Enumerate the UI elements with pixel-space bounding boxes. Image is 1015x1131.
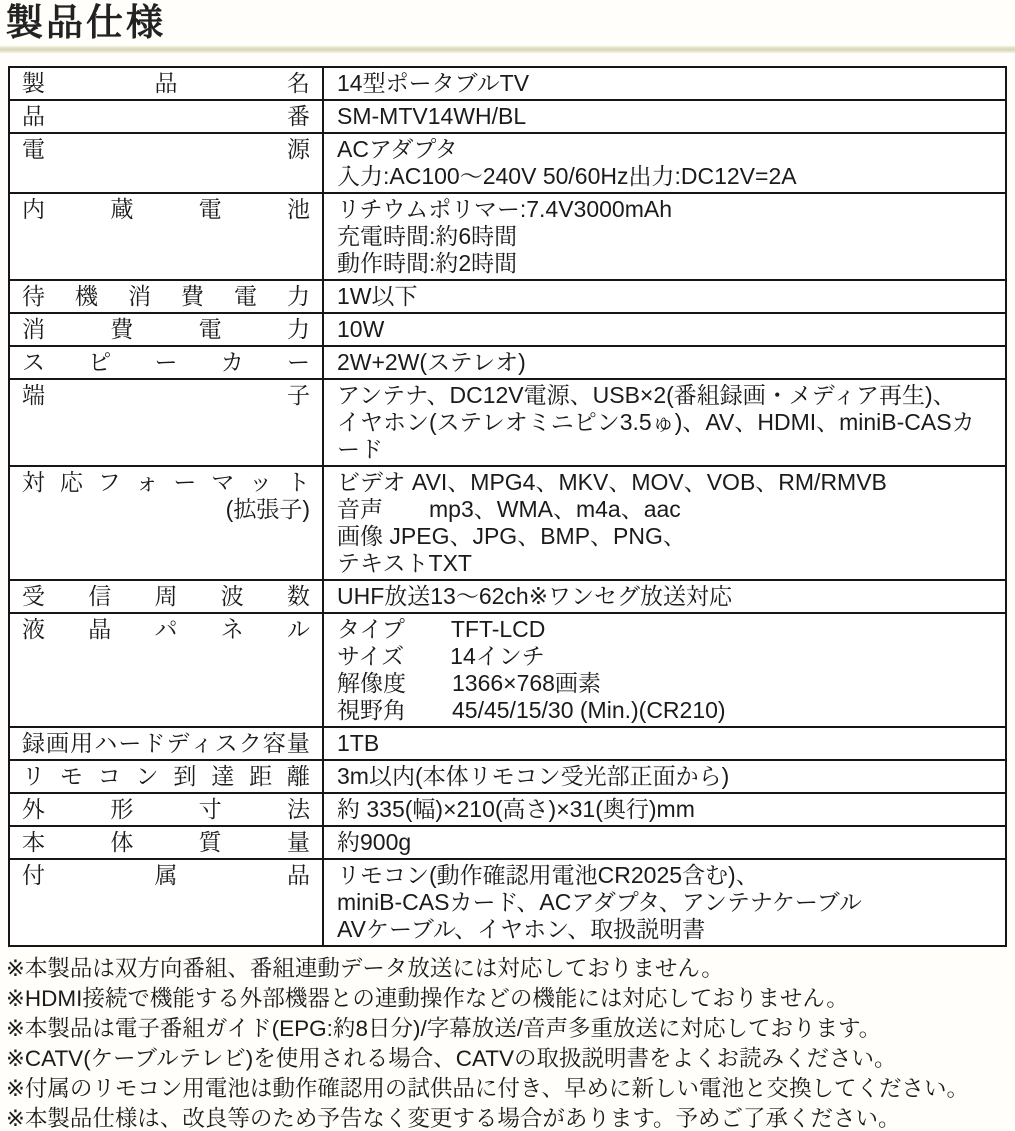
- spec-value: 1W以下: [337, 283, 418, 309]
- spec-label: 対 応 フ ォ ー マ ッ ト: [22, 469, 310, 495]
- spec-value-line: 充電時間:約6時間: [337, 223, 518, 249]
- spec-value: 2W+2W(ステレオ): [337, 349, 526, 375]
- spec-label: 待 機 消 費 電 力: [22, 283, 310, 309]
- spec-value-line: 視野角 45/45/15/30 (Min.)(CR210): [337, 697, 726, 723]
- spec-row-speaker: [9, 346, 1006, 379]
- spec-value: 3m以内(本体リモコン受光部正面から): [337, 763, 730, 789]
- spec-value-line: 入力:AC100〜240V 50/60Hz出力:DC12V=2A: [337, 163, 797, 189]
- spec-label: 品 番: [22, 103, 310, 129]
- spec-label: 電 源: [22, 136, 310, 162]
- spec-label-sub: (拡張子): [225, 496, 310, 522]
- spec-value-line: テキストTXT: [337, 550, 472, 576]
- spec-row-weight: [9, 826, 1006, 859]
- spec-label: リ モ コ ン 到 達 距 離: [22, 763, 310, 789]
- spec-row-accessories: [9, 859, 1006, 946]
- spec-label: 付 属 品: [22, 862, 310, 888]
- spec-row-model-number: [9, 100, 1006, 133]
- spec-label: 製 品 名: [22, 70, 310, 96]
- spec-value: SM-MTV14WH/BL: [337, 103, 527, 129]
- spec-row-supported-formats: [9, 466, 1006, 580]
- spec-row-standby-power: [9, 280, 1006, 313]
- spec-value-line: 画像 JPEG、JPG、BMP、PNG、: [337, 523, 686, 549]
- spec-row-dimensions: [9, 793, 1006, 826]
- page-title: 製品仕様: [6, 2, 166, 43]
- spec-label: 受 信 周 波 数: [22, 583, 310, 609]
- spec-value-line: AVケーブル、イヤホン、取扱説明書: [337, 916, 706, 942]
- spec-label: 録 画 用 ハ ー ド デ ィ ス ク 容 量: [22, 730, 310, 756]
- spec-row-terminals: [9, 379, 1006, 466]
- spec-value-line: ACアダプタ: [337, 136, 458, 162]
- spec-label: 外 形 寸 法: [22, 796, 310, 822]
- spec-row-hdd-capacity: [9, 727, 1006, 760]
- spec-value-line: 動作時間:約2時間: [337, 250, 518, 276]
- footnote: ※HDMI接続で機能する外部機器との連動操作などの機能には対応しておりません。: [6, 986, 849, 1011]
- spec-label: 端 子: [22, 382, 310, 408]
- spec-table: [8, 66, 1007, 947]
- footnote: ※本製品は双方向番組、番組連動データ放送には対応しておりません。: [6, 956, 724, 981]
- footnotes: [6, 957, 1009, 1130]
- spec-row-power-consumption: [9, 313, 1006, 346]
- spec-value-line: miniB-CASカード、ACアダプタ、アンテナケーブル: [337, 889, 862, 915]
- spec-value: 約 335(幅)×210(高さ)×31(奥行)mm: [337, 796, 695, 822]
- spec-value-line: サイズ 14インチ: [337, 643, 545, 669]
- spec-row-product-name: [9, 67, 1006, 100]
- spec-row-reception-frequency: [9, 580, 1006, 613]
- footnote: ※付属のリモコン用電池は動作確認用の試供品に付き、早めに新しい電池と交換してください。: [6, 1076, 969, 1101]
- spec-value: 10W: [337, 316, 385, 342]
- spec-value: 約900g: [337, 829, 412, 855]
- spec-label: 本 体 質 量: [22, 829, 310, 855]
- spec-value-line: タイプ TFT-LCD: [337, 616, 546, 642]
- spec-value: 14型ポータブルTV: [337, 70, 530, 96]
- spec-label: ス ピ ー カ ー: [22, 349, 310, 375]
- spec-value-line: 解像度 1366×768画素: [337, 670, 601, 696]
- spec-value: UHF放送13〜62ch※ワンセグ放送対応: [337, 583, 732, 609]
- title-underline: [0, 46, 1015, 53]
- spec-value-line: 音声 mp3、WMA、m4a、aac: [337, 496, 681, 522]
- spec-value-line: ビデオ AVI、MPG4、MKV、MOV、VOB、RM/RMVB: [337, 469, 887, 495]
- spec-label: 液 晶 パ ネ ル: [22, 616, 310, 642]
- footnote: ※CATV(ケーブルテレビ)を使用される場合、CATVの取扱説明書をよくお読みください。: [6, 1046, 897, 1071]
- spec-row-power: [9, 133, 1006, 193]
- spec-value-line: リチウムポリマー:7.4V3000mAh: [337, 196, 673, 222]
- spec-value-line: アンテナ、DC12V電源、USB×2(番組録画・メディア再生)、: [337, 382, 956, 408]
- spec-row-lcd-panel: [9, 613, 1006, 727]
- spec-value: 1TB: [337, 730, 380, 756]
- spec-row-remote-range: [9, 760, 1006, 793]
- spec-value-line: イヤホン(ステレオミニピン3.5ゅ)、AV、HDMI、miniB-CASカード: [337, 409, 975, 462]
- spec-value-line: リモコン(動作確認用電池CR2025含む)、: [337, 862, 759, 888]
- footnote: ※本製品は電子番組ガイド(EPG:約8日分)/字幕放送/音声多重放送に対応しております。: [6, 1016, 882, 1041]
- spec-label: 内 蔵 電 池: [22, 196, 310, 222]
- footnote: ※本製品仕様は、改良等のため予告なく変更する場合があります。予めご了承ください。: [6, 1106, 901, 1131]
- spec-row-battery: [9, 193, 1006, 280]
- spec-label: 消 費 電 力: [22, 316, 310, 342]
